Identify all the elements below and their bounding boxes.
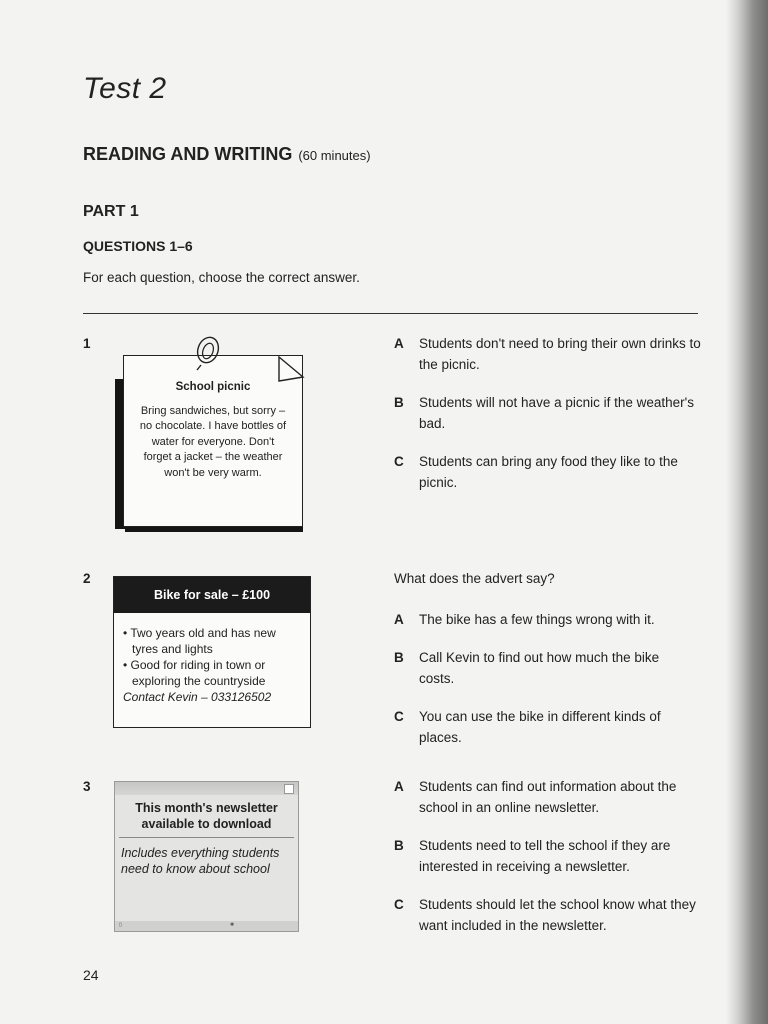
option-letter: A <box>394 779 404 794</box>
option-letter: A <box>394 612 404 627</box>
options-q1 <box>394 333 719 493</box>
option-b[interactable] <box>394 835 719 877</box>
page-number: 24 <box>83 967 99 983</box>
section-title <box>83 144 371 165</box>
option-letter: C <box>394 709 404 724</box>
options-q2 <box>394 609 719 748</box>
advert-contact: Contact Kevin – 033126502 <box>123 690 272 704</box>
option-letter: C <box>394 454 404 469</box>
notice-body: Bring sandwiches, but sorry – no chocolate. I have bottles of water for everyone. Don't forget a jacket – the weather won't be very warm. <box>139 404 287 479</box>
option-text: Students will not have a picnic if the weather's bad. <box>419 395 694 431</box>
section-name: READING AND WRITING <box>83 144 293 164</box>
part-heading: PART 1 <box>83 203 139 220</box>
option-b[interactable] <box>394 392 719 434</box>
option-text: Students don't need to bring their own drinks to the picnic. <box>419 336 701 372</box>
screen-titlebar <box>115 782 298 795</box>
bike-advert <box>113 576 311 728</box>
options-q3 <box>394 776 719 936</box>
option-text: The bike has a few things wrong with it. <box>419 612 655 627</box>
screen-statusbar <box>115 921 298 931</box>
question-number-3: 3 <box>83 779 91 794</box>
screen-title: This month's newsletter available to download <box>135 801 278 831</box>
duration: (60 minutes) <box>298 148 371 163</box>
option-a[interactable] <box>394 776 719 818</box>
option-a[interactable] <box>394 609 719 630</box>
option-text: Students should let the school know what they want included in the newsletter. <box>419 897 696 933</box>
screen-body: Includes everything students need to know about school <box>121 846 280 876</box>
option-text: Students can bring any food they like to the picnic. <box>419 454 678 490</box>
folded-corner-icon <box>275 351 307 385</box>
paperclip-icon <box>193 335 223 371</box>
option-a[interactable] <box>394 333 719 375</box>
instruction-text: For each question, choose the correct answer. <box>83 270 360 285</box>
globe-icon: ✱ <box>230 922 235 928</box>
option-text: You can use the bike in different kinds of places. <box>419 709 661 745</box>
option-text: Students can find out information about the school in an online newsletter. <box>419 779 677 815</box>
option-c[interactable] <box>394 894 719 936</box>
question-number-2: 2 <box>83 571 91 586</box>
advert-body <box>114 613 310 705</box>
picnic-notice <box>115 333 315 543</box>
divider <box>83 313 698 314</box>
status-left: ▯ <box>119 922 122 928</box>
option-c[interactable] <box>394 451 719 493</box>
option-b[interactable] <box>394 647 679 689</box>
notice-title: School picnic <box>175 381 251 393</box>
book-spine-shadow <box>726 0 768 1024</box>
option-c[interactable] <box>394 706 699 748</box>
close-icon <box>284 784 294 794</box>
option-letter: B <box>394 838 404 853</box>
advert-bullet: • Two years old and has new tyres and lights <box>123 626 276 656</box>
test-title: Test 2 <box>83 72 167 105</box>
question-stem-2: What does the advert say? <box>394 571 555 586</box>
question-number-1: 1 <box>83 336 91 351</box>
option-text: Call Kevin to find out how much the bike costs. <box>419 650 660 686</box>
option-letter: B <box>394 395 404 410</box>
option-text: Students need to tell the school if they are interested in receiving a newsletter. <box>419 838 671 874</box>
newsletter-screen <box>114 781 299 932</box>
option-letter: A <box>394 336 404 351</box>
option-letter: C <box>394 897 404 912</box>
advert-heading: Bike for sale – £100 <box>114 577 310 613</box>
advert-bullet: • Good for riding in town or exploring the countryside <box>123 658 266 688</box>
questions-range: QUESTIONS 1–6 <box>83 238 193 254</box>
option-letter: B <box>394 650 404 665</box>
